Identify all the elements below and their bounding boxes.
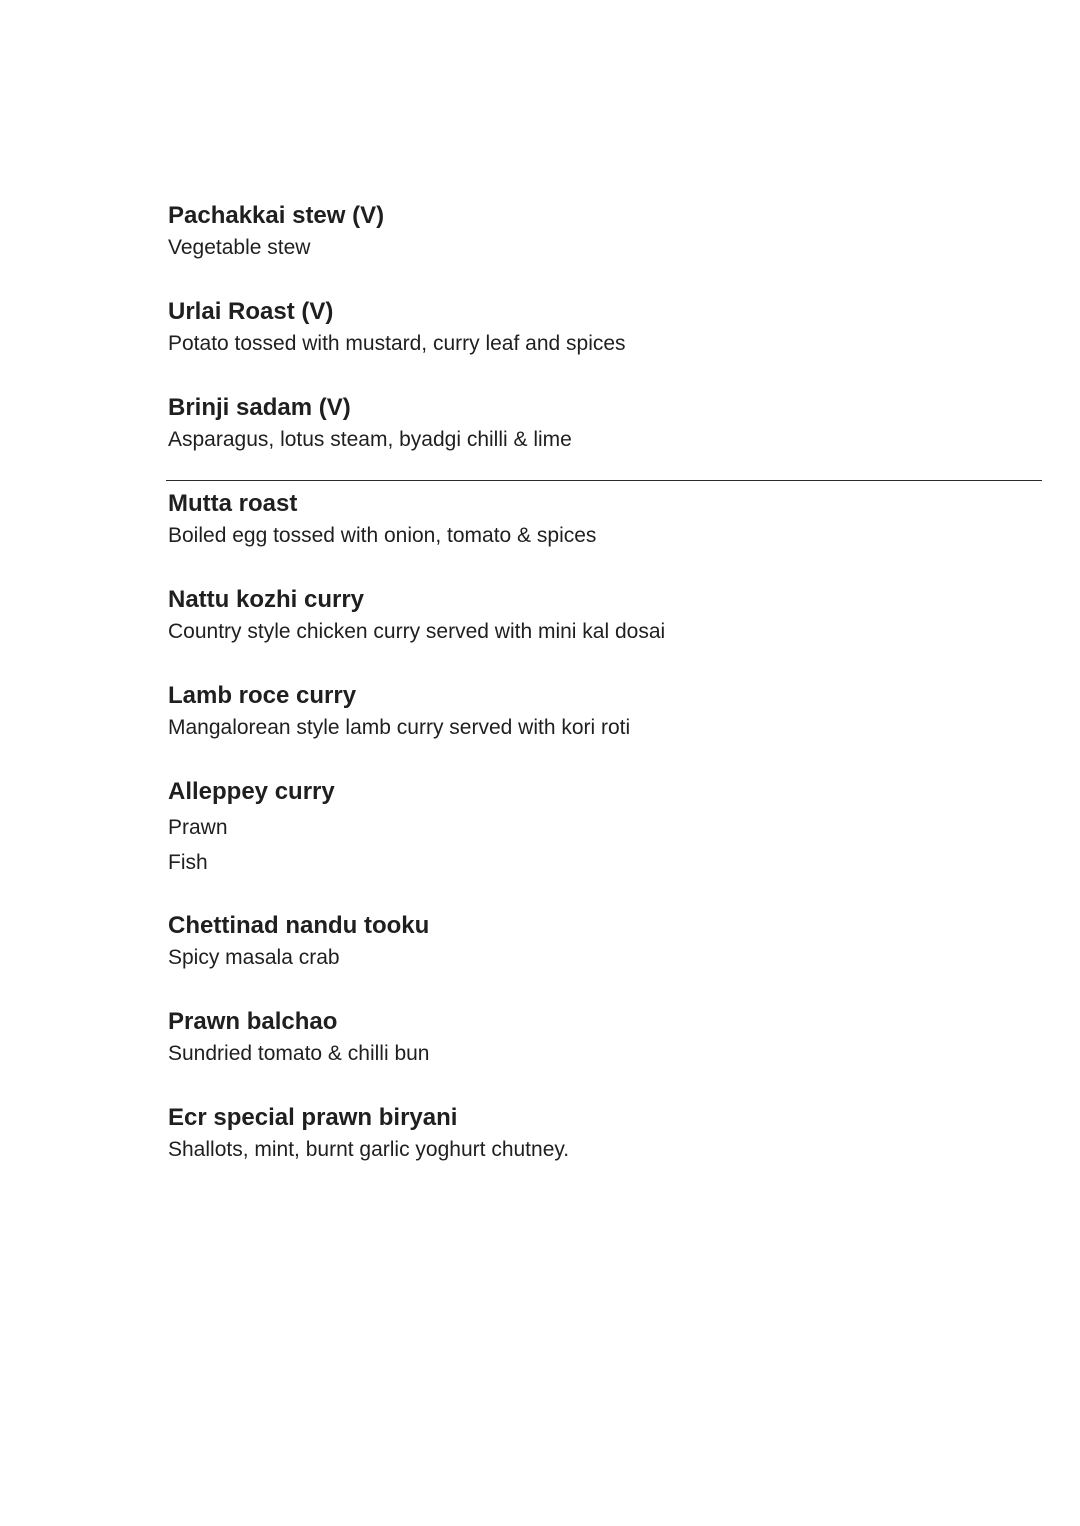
dish-description: Country style chicken curry served with mini kal dosai	[168, 620, 666, 643]
dish-description: Mangalorean style lamb curry served with kori roti	[168, 716, 631, 739]
dish-description: Boiled egg tossed with onion, tomato & spices	[168, 524, 597, 547]
menu-item	[168, 1103, 569, 1163]
menu-item	[168, 393, 572, 453]
dish-title: Ecr special prawn biryani	[168, 1104, 458, 1131]
dish-description: Asparagus, lotus steam, byadgi chilli & lime	[168, 428, 572, 451]
dish-description: Shallots, mint, burnt garlic yoghurt chutney.	[168, 1138, 570, 1161]
dish-description: Spicy masala crab	[168, 946, 340, 969]
dish-title: Alleppey curry	[168, 778, 335, 805]
menu-item	[168, 201, 384, 261]
dish-title: Prawn balchao	[168, 1008, 338, 1035]
dish-title: Mutta roast	[168, 490, 298, 517]
dish-description: Potato tossed with mustard, curry leaf and spices	[168, 332, 626, 355]
dish-title: Lamb roce curry	[168, 682, 357, 709]
dish-title: Nattu kozhi curry	[168, 586, 365, 613]
menu-item	[168, 681, 630, 741]
dish-title: Pachakkai stew (V)	[168, 202, 385, 229]
menu-item	[168, 911, 429, 971]
menu-item	[168, 297, 626, 357]
section-divider	[166, 480, 1042, 481]
menu-item	[168, 489, 596, 549]
menu-item	[168, 777, 335, 876]
menu-item	[168, 1007, 430, 1067]
dish-title: Urlai Roast (V)	[168, 298, 334, 325]
dish-option: Fish	[168, 851, 208, 874]
dish-description: Sundried tomato & chilli bun	[168, 1042, 430, 1065]
dish-title: Brinji sadam (V)	[168, 394, 351, 421]
dish-option: Prawn	[168, 816, 228, 839]
dish-description: Vegetable stew	[168, 236, 311, 259]
menu-item	[168, 585, 665, 645]
dish-title: Chettinad nandu tooku	[168, 912, 430, 939]
